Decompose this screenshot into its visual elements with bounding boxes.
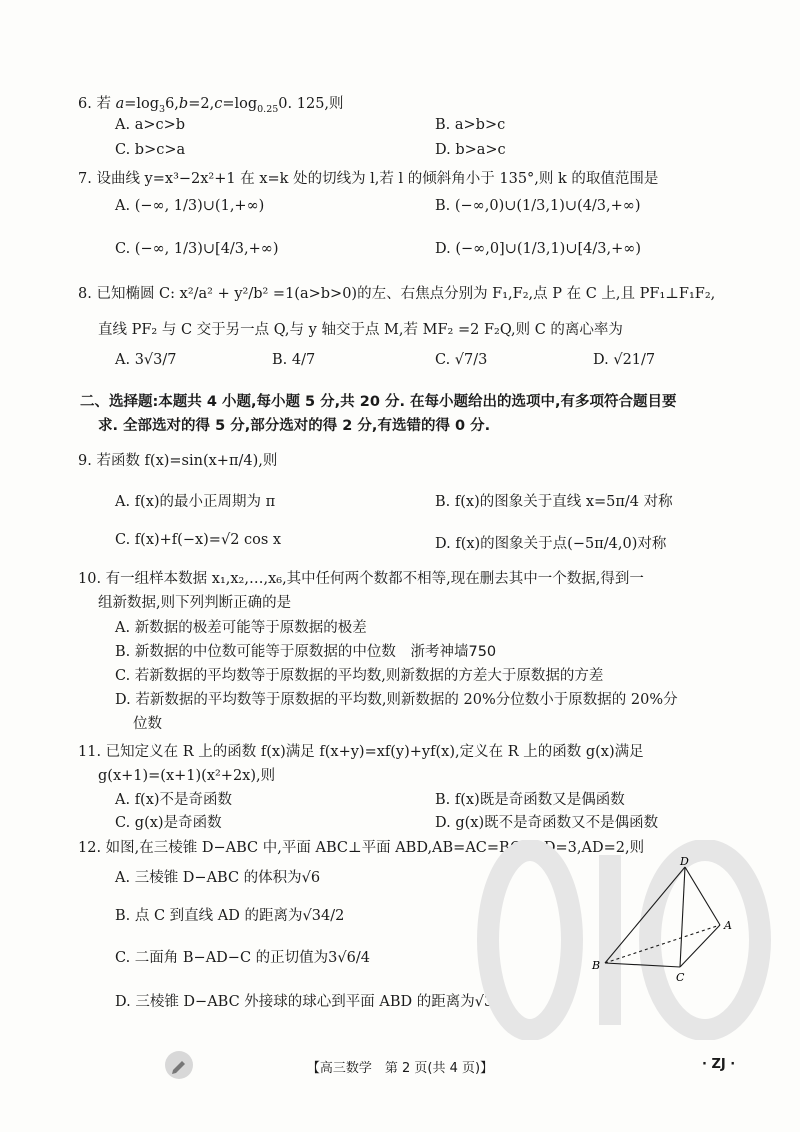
- question-9-option-c: C. f(x)+f(−x)=√2 cos x: [115, 532, 282, 548]
- question-9-option-d: D. f(x)的图象关于点(−5π/4,0)对称: [435, 536, 667, 552]
- question-8-option-b: B. 4/7: [272, 352, 316, 368]
- question-12-option-a: A. 三棱锥 D−ABC 的体积为√6: [115, 870, 321, 886]
- question-11-stem-line2: g(x+1)=(x+1)(x²+2x),则: [98, 768, 276, 784]
- question-12-stem: 12. 如图,在三棱锥 D−ABC 中,平面 ABC⊥平面 ABD,AB=AC=BC=BD=3,AD=2,则: [78, 840, 645, 856]
- edge-bc: [605, 963, 680, 967]
- question-11-option-c: C. g(x)是奇函数: [115, 815, 222, 831]
- vertex-label-a: A: [724, 919, 732, 932]
- question-8-option-d: D. √21/7: [593, 352, 656, 368]
- question-10-option-a: A. 新数据的极差可能等于原数据的极差: [115, 620, 367, 636]
- question-10-option-b: B. 新数据的中位数可能等于原数据的中位数 浙考神墙750: [115, 644, 497, 660]
- page-footer: 【高三数学 第 2 页(共 4 页)】: [306, 1061, 494, 1076]
- question-8-option-c: C. √7/3: [435, 352, 488, 368]
- question-8-option-a: A. 3√3/7: [115, 352, 177, 368]
- question-9-option-a: A. f(x)的最小正周期为 π: [115, 494, 276, 510]
- watermark-label: 浙考神墙750: [410, 644, 497, 660]
- edge-ca: [680, 925, 720, 967]
- edge-ba-hidden: [605, 925, 720, 963]
- question-7-option-d: D. (−∞,0]∪(1/3,1)∪[4/3,+∞): [435, 241, 641, 257]
- question-12-option-c: C. 二面角 B−AD−C 的正切值为3√6/4: [115, 950, 370, 966]
- question-10-option-d: D. 若新数据的平均数等于原数据的平均数,则新数据的 20%分位数小于原数据的 20%分: [115, 692, 678, 708]
- section-2-heading-line1: 二、选择题:本题共 4 小题,每小题 5 分,共 20 分. 在每小题给出的选项中,有多项符合题目要: [80, 394, 677, 410]
- edge-db: [605, 867, 685, 963]
- question-9-stem: 9. 若函数 f(x)=sin(x+π/4),则: [78, 453, 278, 469]
- question-6-option-a: A. a>c>b: [115, 117, 186, 133]
- question-11-option-a: A. f(x)不是奇函数: [115, 792, 233, 808]
- question-10-option-c: C. 若新数据的平均数等于原数据的平均数,则新数据的方差大于原数据的方差: [115, 668, 604, 684]
- edge-da: [685, 867, 720, 925]
- question-10-option-d-cont: 位数: [133, 716, 162, 732]
- question-6-stem: 6. 若 $a=\log_36,b=2,c=\log_{0.25}0$. 125,则: [78, 96, 344, 115]
- section-2-heading-line2: 求. 全部选对的得 5 分,部分选对的得 2 分,有选错的得 0 分.: [98, 418, 491, 434]
- question-10-stem-line2: 组新数据,则下列判断正确的是: [98, 595, 292, 611]
- question-11-option-d: D. g(x)既不是奇函数又不是偶函数: [435, 815, 659, 831]
- question-9-option-b: B. f(x)的图象关于直线 x=5π/4 对称: [435, 494, 673, 510]
- tetrahedron-figure: [590, 855, 750, 990]
- footer-code: · ZJ ·: [702, 1057, 736, 1072]
- vertex-label-c: C: [676, 971, 685, 984]
- question-8-stem-line2: 直线 PF₂ 与 C 交于另一点 Q,与 y 轴交于点 M,若 MF₂ =2 F₂Q,则 C 的离心率为: [98, 322, 623, 338]
- question-10-stem-line1: 10. 有一组样本数据 x₁,x₂,…,x₆,其中任何两个数都不相等,现在删去其中一个数据,得到一: [78, 571, 644, 587]
- vertex-label-b: B: [592, 959, 601, 972]
- question-6-option-d: D. b>a>c: [435, 142, 506, 158]
- question-6-option-b: B. a>b>c: [435, 117, 506, 133]
- question-11-stem-line1: 11. 已知定义在 R 上的函数 f(x)满足 f(x+y)=xf(y)+yf(x),定义在 R 上的函数 g(x)满足: [78, 744, 644, 760]
- question-12-option-d: D. 三棱锥 D−ABC 外接球的球心到平面 ABD 的距离为√3/2: [115, 994, 508, 1010]
- question-7-option-c: C. (−∞, 1/3)∪[4/3,+∞): [115, 241, 279, 257]
- question-7-option-a: A. (−∞, 1/3)∪(1,+∞): [115, 198, 265, 214]
- question-11-option-b: B. f(x)既是奇函数又是偶函数: [435, 792, 625, 808]
- vertex-label-d: D: [680, 855, 689, 868]
- question-8-stem-line1: 8. 已知椭圆 C: x²/a² + y²/b² =1(a>b>0)的左、右焦点分别为 F₁,F₂,点 P 在 C 上,且 PF₁⊥F₁F₂,: [78, 286, 716, 302]
- question-7-option-b: B. (−∞,0)∪(1/3,1)∪(4/3,+∞): [435, 198, 641, 214]
- question-6-option-c: C. b>c>a: [115, 142, 186, 158]
- question-12-option-b: B. 点 C 到直线 AD 的距离为√34/2: [115, 908, 345, 924]
- question-7-stem: 7. 设曲线 y=x³−2x²+1 在 x=k 处的切线为 l,若 l 的倾斜角小于 135°,则 k 的取值范围是: [78, 171, 659, 187]
- edge-dc: [680, 867, 685, 967]
